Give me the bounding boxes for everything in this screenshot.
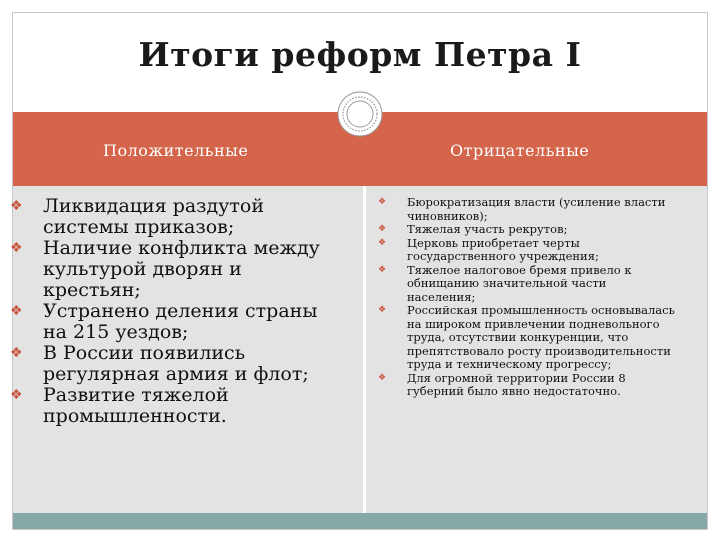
list-item: ❖ Наличие конфликта между культурой дворян и крестьян; — [10, 237, 320, 301]
negative-list — [378, 196, 678, 399]
list-item: ❖ Развитие тяжелой промышленности. — [10, 384, 229, 427]
list-item: ❖ Для огромной территории России 8 губерний было явно недостаточно. — [378, 370, 626, 398]
diamond-bullet-icon: ❖ — [378, 264, 387, 275]
diamond-bullet-icon: ❖ — [10, 198, 23, 214]
positive-column-header: Положительные — [103, 141, 249, 160]
list-item: ❖ Церковь приобретает черты государственного учреждения; — [378, 235, 599, 263]
diamond-bullet-icon: ❖ — [10, 345, 23, 361]
list-item: ❖ Тяжелое налоговое бремя привело к обнищанию значительной части населения; — [378, 262, 632, 304]
diamond-bullet-icon: ❖ — [10, 387, 23, 403]
diamond-bullet-icon: ❖ — [378, 372, 387, 383]
slide-title: Итоги реформ Петра I — [138, 35, 582, 74]
circle-ornament-icon — [337, 91, 383, 137]
diamond-bullet-icon: ❖ — [378, 224, 387, 234]
diamond-bullet-icon: ❖ — [378, 237, 387, 248]
negative-column-header: Отрицательные — [450, 141, 590, 160]
diamond-bullet-icon: ❖ — [10, 240, 23, 256]
diamond-bullet-icon: ❖ — [378, 305, 387, 315]
diamond-bullet-icon: ❖ — [378, 197, 387, 207]
list-item: ❖ Устранено деления страны на 215 уездов; — [10, 300, 318, 343]
list-item: ❖ Бюрократизация власти (усиление власти чиновников); — [378, 195, 666, 223]
list-item: ❖ Российская промышленность основывалась на широком привлечении подневольного труда, отсутствии конкуренции, что препятствовало росту производительности труда и техническому прогрессу; — [378, 303, 675, 371]
footer-band — [13, 513, 707, 529]
positive-list — [10, 196, 345, 427]
list-item: ❖ Тяжелая участь рекрутов; — [378, 222, 568, 236]
diamond-bullet-icon: ❖ — [10, 303, 23, 319]
list-item: ❖ Ликвидация раздутой системы приказов; — [10, 195, 265, 238]
list-item: ❖ В России появились регулярная армия и флот; — [10, 342, 309, 385]
